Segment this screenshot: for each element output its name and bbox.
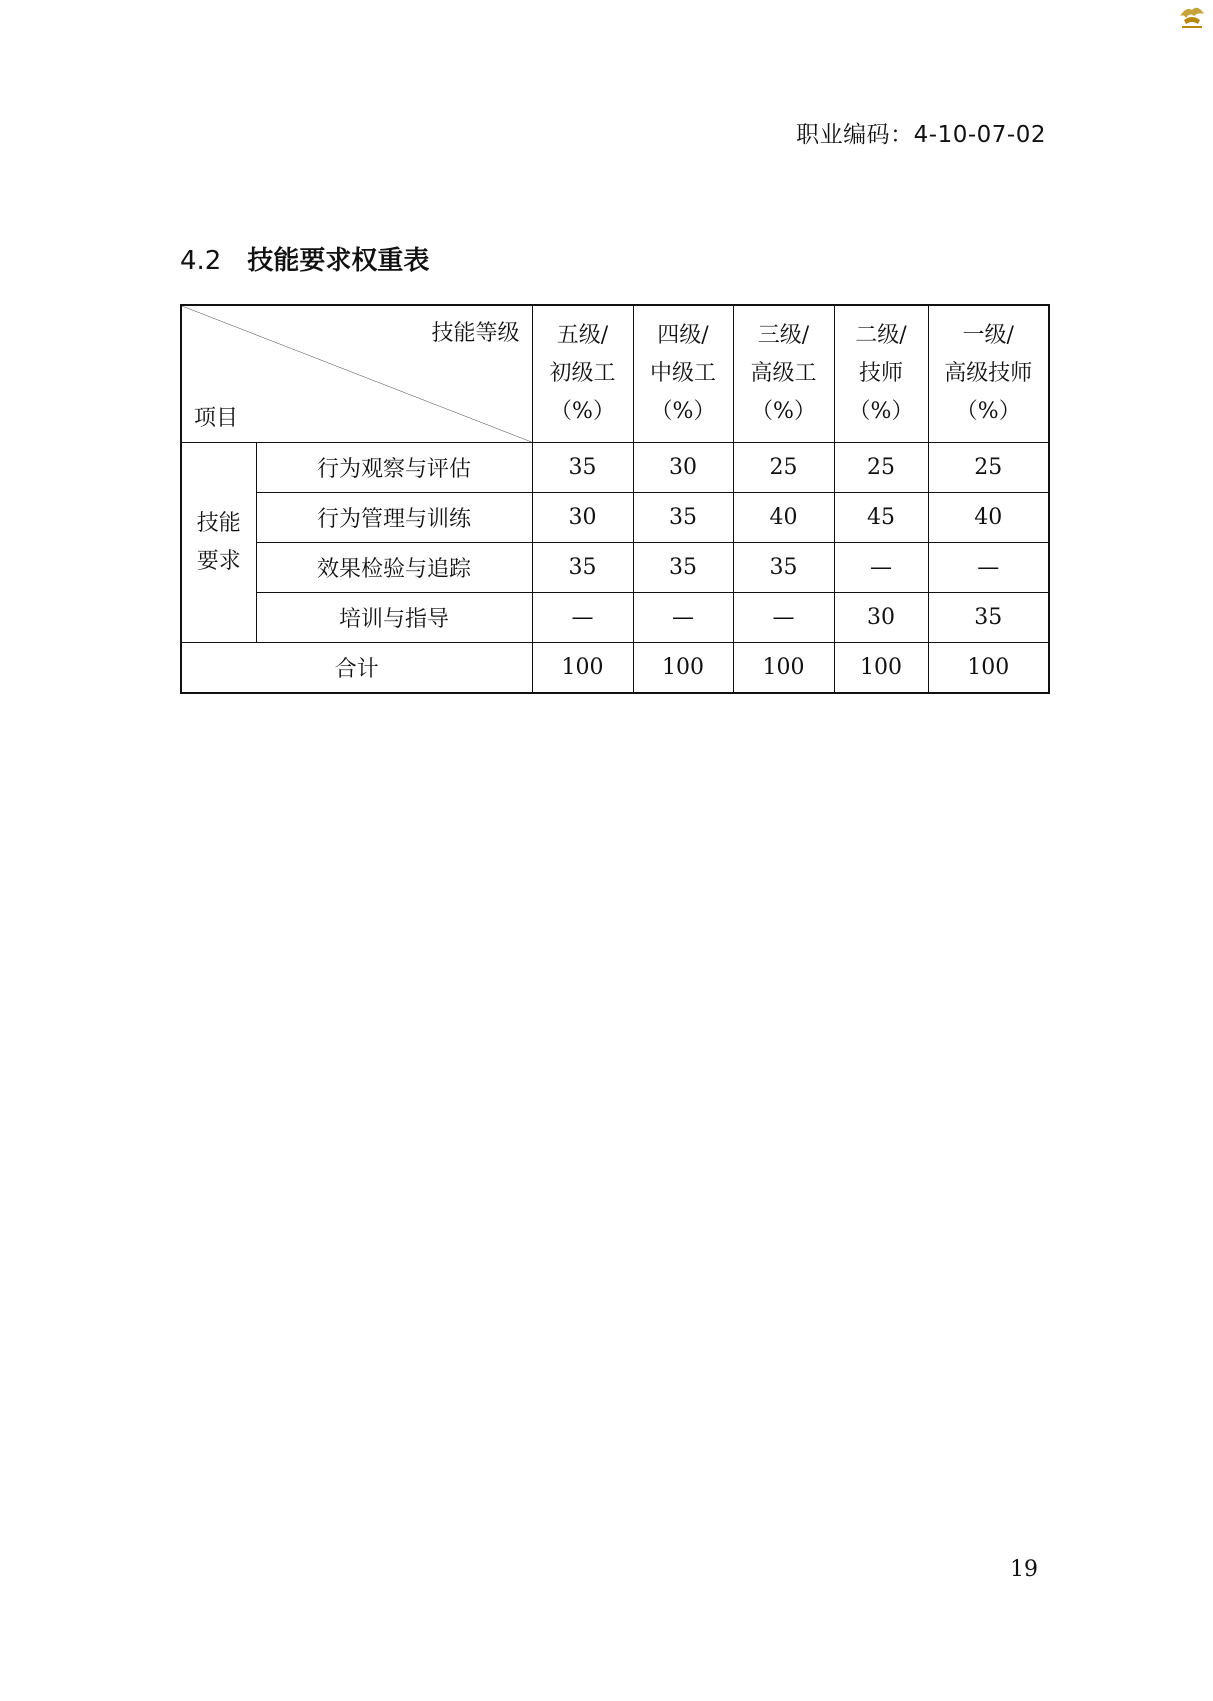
table-cell: 30 [633, 443, 733, 493]
row-item-label: 效果检验与追踪 [256, 543, 532, 593]
table-cell: 35 [633, 543, 733, 593]
level-header: 五级/ 初级工 （%） [532, 305, 633, 443]
table-cell: 40 [928, 493, 1049, 543]
total-label: 合计 [181, 643, 532, 694]
row-item-label: 行为管理与训练 [256, 493, 532, 543]
table-row [181, 593, 1049, 643]
table-cell: 25 [928, 443, 1049, 493]
table-cell: — [633, 593, 733, 643]
table-row [181, 443, 1049, 493]
level-header: 三级/ 高级工 （%） [733, 305, 834, 443]
table-row [181, 543, 1049, 593]
table-cell: 30 [532, 493, 633, 543]
table-cell: 30 [834, 593, 928, 643]
total-cell: 100 [928, 643, 1049, 694]
table-cell: — [532, 593, 633, 643]
level-header: 四级/ 中级工 （%） [633, 305, 733, 443]
table-cell: — [834, 543, 928, 593]
table-cell: 25 [834, 443, 928, 493]
row-item-label: 培训与指导 [256, 593, 532, 643]
row-item-label: 行为观察与评估 [256, 443, 532, 493]
skill-weight-table [180, 304, 1050, 694]
section-heading [180, 240, 429, 277]
page-number: 19 [1010, 1557, 1038, 1582]
table-cell: 25 [733, 443, 834, 493]
publisher-logo-icon [1176, 2, 1208, 32]
section-number: 4.2 [180, 246, 222, 276]
table-cell: 45 [834, 493, 928, 543]
total-cell: 100 [633, 643, 733, 694]
total-row [181, 643, 1049, 694]
table-cell: 35 [633, 493, 733, 543]
corner-label-skill-level: 技能等级 [431, 321, 520, 346]
table-cell: 35 [928, 593, 1049, 643]
table-cell: — [928, 543, 1049, 593]
total-cell: 100 [834, 643, 928, 694]
diagonal-header-cell [181, 305, 532, 443]
corner-label-item: 项目 [194, 406, 239, 431]
table-cell: 40 [733, 493, 834, 543]
total-cell: 100 [532, 643, 633, 694]
table-cell: 35 [532, 443, 633, 493]
group-label-skill-requirements: 技能 要求 [181, 443, 256, 643]
table-header-row [181, 305, 1049, 443]
occupation-code: 职业编码：4-10-07-02 [796, 122, 1046, 148]
level-header: 一级/ 高级技师 （%） [928, 305, 1049, 443]
table-cell: 35 [532, 543, 633, 593]
total-cell: 100 [733, 643, 834, 694]
table-row [181, 493, 1049, 543]
table-cell: — [733, 593, 834, 643]
section-title: 技能要求权重表 [247, 246, 430, 276]
table-cell: 35 [733, 543, 834, 593]
level-header: 二级/ 技师 （%） [834, 305, 928, 443]
